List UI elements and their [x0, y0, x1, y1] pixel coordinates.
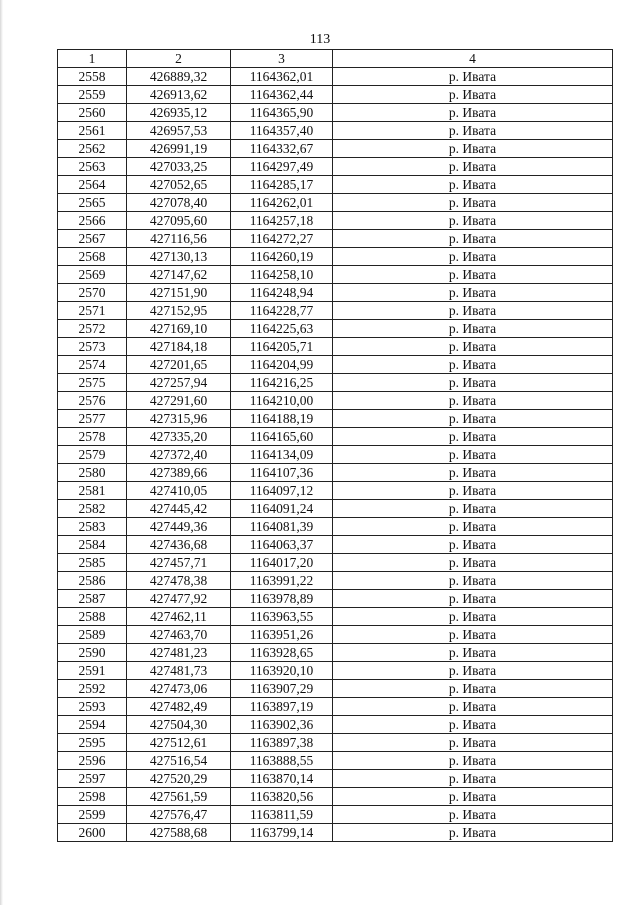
description-cell: р. Ивата: [333, 536, 613, 554]
y-coordinate-cell: 1164362,01: [231, 68, 333, 86]
point-number-cell: 2586: [58, 572, 127, 590]
table-row: [58, 212, 613, 230]
point-number-cell: 2580: [58, 464, 127, 482]
description-cell: р. Ивата: [333, 698, 613, 716]
point-number-cell: 2576: [58, 392, 127, 410]
x-coordinate-cell: 427481,73: [127, 662, 231, 680]
point-number-cell: 2571: [58, 302, 127, 320]
table-row: [58, 122, 613, 140]
point-number-cell: 2561: [58, 122, 127, 140]
point-number-cell: 2560: [58, 104, 127, 122]
table-row: [58, 248, 613, 266]
x-coordinate-cell: 427473,06: [127, 680, 231, 698]
y-coordinate-cell: 1164216,25: [231, 374, 333, 392]
description-cell: р. Ивата: [333, 212, 613, 230]
table-row: [58, 302, 613, 320]
y-coordinate-cell: 1164107,36: [231, 464, 333, 482]
point-number-cell: 2566: [58, 212, 127, 230]
description-cell: р. Ивата: [333, 122, 613, 140]
x-coordinate-cell: 427482,49: [127, 698, 231, 716]
x-coordinate-cell: 427457,71: [127, 554, 231, 572]
description-cell: р. Ивата: [333, 284, 613, 302]
page-number: 113: [309, 32, 331, 47]
y-coordinate-cell: 1164362,44: [231, 86, 333, 104]
table-row: [58, 608, 613, 626]
point-number-cell: 2558: [58, 68, 127, 86]
table-row: [58, 284, 613, 302]
table-header-row: [58, 50, 613, 68]
point-number-cell: 2595: [58, 734, 127, 752]
x-coordinate-cell: 426889,32: [127, 68, 231, 86]
description-cell: р. Ивата: [333, 770, 613, 788]
y-coordinate-cell: 1164262,01: [231, 194, 333, 212]
description-cell: р. Ивата: [333, 752, 613, 770]
table-row: [58, 788, 613, 806]
y-coordinate-cell: 1164081,39: [231, 518, 333, 536]
x-coordinate-cell: 426913,62: [127, 86, 231, 104]
table-row: [58, 626, 613, 644]
x-coordinate-cell: 427449,36: [127, 518, 231, 536]
point-number-cell: 2581: [58, 482, 127, 500]
y-coordinate-cell: 1163902,36: [231, 716, 333, 734]
point-number-cell: 2559: [58, 86, 127, 104]
x-coordinate-cell: 427315,96: [127, 410, 231, 428]
column-header: 3: [231, 50, 333, 68]
point-number-cell: 2582: [58, 500, 127, 518]
y-coordinate-cell: 1163897,38: [231, 734, 333, 752]
y-coordinate-cell: 1164205,71: [231, 338, 333, 356]
y-coordinate-cell: 1164260,19: [231, 248, 333, 266]
table-row: [58, 392, 613, 410]
description-cell: р. Ивата: [333, 590, 613, 608]
point-number-cell: 2583: [58, 518, 127, 536]
x-coordinate-cell: 427512,61: [127, 734, 231, 752]
y-coordinate-cell: 1164258,10: [231, 266, 333, 284]
description-cell: р. Ивата: [333, 626, 613, 644]
y-coordinate-cell: 1163978,89: [231, 590, 333, 608]
point-number-cell: 2574: [58, 356, 127, 374]
y-coordinate-cell: 1164257,18: [231, 212, 333, 230]
x-coordinate-cell: 427462,11: [127, 608, 231, 626]
y-coordinate-cell: 1164063,37: [231, 536, 333, 554]
description-cell: р. Ивата: [333, 788, 613, 806]
y-coordinate-cell: 1164285,17: [231, 176, 333, 194]
y-coordinate-cell: 1164165,60: [231, 428, 333, 446]
x-coordinate-cell: 427095,60: [127, 212, 231, 230]
table-row: [58, 446, 613, 464]
table-row: [58, 320, 613, 338]
y-coordinate-cell: 1163963,55: [231, 608, 333, 626]
y-coordinate-cell: 1163888,55: [231, 752, 333, 770]
description-cell: р. Ивата: [333, 680, 613, 698]
y-coordinate-cell: 1164204,99: [231, 356, 333, 374]
description-cell: р. Ивата: [333, 734, 613, 752]
x-coordinate-cell: 427335,20: [127, 428, 231, 446]
point-number-cell: 2564: [58, 176, 127, 194]
x-coordinate-cell: 427410,05: [127, 482, 231, 500]
table-row: [58, 140, 613, 158]
description-cell: р. Ивата: [333, 518, 613, 536]
point-number-cell: 2593: [58, 698, 127, 716]
description-cell: р. Ивата: [333, 806, 613, 824]
description-cell: р. Ивата: [333, 392, 613, 410]
y-coordinate-cell: 1163991,22: [231, 572, 333, 590]
y-coordinate-cell: 1164357,40: [231, 122, 333, 140]
point-number-cell: 2596: [58, 752, 127, 770]
x-coordinate-cell: 427078,40: [127, 194, 231, 212]
table-row: [58, 824, 613, 842]
y-coordinate-cell: 1164297,49: [231, 158, 333, 176]
description-cell: р. Ивата: [333, 608, 613, 626]
point-number-cell: 2597: [58, 770, 127, 788]
y-coordinate-cell: 1164091,24: [231, 500, 333, 518]
table-row: [58, 464, 613, 482]
x-coordinate-cell: 427372,40: [127, 446, 231, 464]
y-coordinate-cell: 1164210,00: [231, 392, 333, 410]
y-coordinate-cell: 1164097,12: [231, 482, 333, 500]
x-coordinate-cell: 427576,47: [127, 806, 231, 824]
point-number-cell: 2562: [58, 140, 127, 158]
description-cell: р. Ивата: [333, 662, 613, 680]
y-coordinate-cell: 1163799,14: [231, 824, 333, 842]
y-coordinate-cell: 1164365,90: [231, 104, 333, 122]
description-cell: р. Ивата: [333, 572, 613, 590]
table-row: [58, 482, 613, 500]
table-row: [58, 338, 613, 356]
description-cell: р. Ивата: [333, 248, 613, 266]
description-cell: р. Ивата: [333, 266, 613, 284]
description-cell: р. Ивата: [333, 374, 613, 392]
point-number-cell: 2591: [58, 662, 127, 680]
description-cell: р. Ивата: [333, 428, 613, 446]
x-coordinate-cell: 427561,59: [127, 788, 231, 806]
table-row: [58, 698, 613, 716]
y-coordinate-cell: 1163951,26: [231, 626, 333, 644]
x-coordinate-cell: 427478,38: [127, 572, 231, 590]
x-coordinate-cell: 427201,65: [127, 356, 231, 374]
description-cell: р. Ивата: [333, 68, 613, 86]
description-cell: р. Ивата: [333, 356, 613, 374]
x-coordinate-cell: 427169,10: [127, 320, 231, 338]
x-coordinate-cell: 427389,66: [127, 464, 231, 482]
column-header: 1: [58, 50, 127, 68]
table-row: [58, 68, 613, 86]
description-cell: р. Ивата: [333, 302, 613, 320]
point-number-cell: 2600: [58, 824, 127, 842]
table-row: [58, 680, 613, 698]
point-number-cell: 2565: [58, 194, 127, 212]
table-row: [58, 554, 613, 572]
x-coordinate-cell: 427520,29: [127, 770, 231, 788]
description-cell: р. Ивата: [333, 104, 613, 122]
point-number-cell: 2568: [58, 248, 127, 266]
x-coordinate-cell: 427116,56: [127, 230, 231, 248]
y-coordinate-cell: 1164228,77: [231, 302, 333, 320]
table-row: [58, 662, 613, 680]
description-cell: р. Ивата: [333, 176, 613, 194]
x-coordinate-cell: 427130,13: [127, 248, 231, 266]
description-cell: р. Ивата: [333, 86, 613, 104]
table-body: [58, 68, 613, 842]
x-coordinate-cell: 427477,92: [127, 590, 231, 608]
point-number-cell: 2584: [58, 536, 127, 554]
x-coordinate-cell: 427463,70: [127, 626, 231, 644]
table-row: [58, 644, 613, 662]
description-cell: р. Ивата: [333, 644, 613, 662]
table-row: [58, 356, 613, 374]
x-coordinate-cell: 427291,60: [127, 392, 231, 410]
description-cell: р. Ивата: [333, 554, 613, 572]
description-cell: р. Ивата: [333, 446, 613, 464]
point-number-cell: 2599: [58, 806, 127, 824]
point-number-cell: 2592: [58, 680, 127, 698]
y-coordinate-cell: 1163820,56: [231, 788, 333, 806]
x-coordinate-cell: 427588,68: [127, 824, 231, 842]
y-coordinate-cell: 1163920,10: [231, 662, 333, 680]
table-row: [58, 500, 613, 518]
coordinates-table: [57, 49, 613, 842]
x-coordinate-cell: 427033,25: [127, 158, 231, 176]
y-coordinate-cell: 1163870,14: [231, 770, 333, 788]
x-coordinate-cell: 427436,68: [127, 536, 231, 554]
point-number-cell: 2575: [58, 374, 127, 392]
y-coordinate-cell: 1163907,29: [231, 680, 333, 698]
table-row: [58, 428, 613, 446]
point-number-cell: 2590: [58, 644, 127, 662]
table-row: [58, 752, 613, 770]
point-number-cell: 2577: [58, 410, 127, 428]
table-row: [58, 716, 613, 734]
table-row: [58, 230, 613, 248]
table-row: [58, 104, 613, 122]
y-coordinate-cell: 1164134,09: [231, 446, 333, 464]
y-coordinate-cell: 1163928,65: [231, 644, 333, 662]
column-header: 2: [127, 50, 231, 68]
x-coordinate-cell: 427445,42: [127, 500, 231, 518]
description-cell: р. Ивата: [333, 158, 613, 176]
x-coordinate-cell: 427481,23: [127, 644, 231, 662]
table-row: [58, 176, 613, 194]
x-coordinate-cell: 427052,65: [127, 176, 231, 194]
y-coordinate-cell: 1164188,19: [231, 410, 333, 428]
x-coordinate-cell: 426935,12: [127, 104, 231, 122]
description-cell: р. Ивата: [333, 716, 613, 734]
description-cell: р. Ивата: [333, 500, 613, 518]
table-row: [58, 770, 613, 788]
description-cell: р. Ивата: [333, 410, 613, 428]
point-number-cell: 2569: [58, 266, 127, 284]
table-row: [58, 194, 613, 212]
point-number-cell: 2587: [58, 590, 127, 608]
table-row: [58, 410, 613, 428]
y-coordinate-cell: 1164017,20: [231, 554, 333, 572]
point-number-cell: 2578: [58, 428, 127, 446]
x-coordinate-cell: 427147,62: [127, 266, 231, 284]
description-cell: р. Ивата: [333, 338, 613, 356]
table-row: [58, 266, 613, 284]
x-coordinate-cell: 427151,90: [127, 284, 231, 302]
x-coordinate-cell: 427152,95: [127, 302, 231, 320]
description-cell: р. Ивата: [333, 320, 613, 338]
y-coordinate-cell: 1163811,59: [231, 806, 333, 824]
point-number-cell: 2589: [58, 626, 127, 644]
description-cell: р. Ивата: [333, 824, 613, 842]
x-coordinate-cell: 426957,53: [127, 122, 231, 140]
x-coordinate-cell: 427184,18: [127, 338, 231, 356]
description-cell: р. Ивата: [333, 230, 613, 248]
table-row: [58, 374, 613, 392]
table-row: [58, 536, 613, 554]
x-coordinate-cell: 427516,54: [127, 752, 231, 770]
x-coordinate-cell: 427504,30: [127, 716, 231, 734]
table-row: [58, 158, 613, 176]
y-coordinate-cell: 1164225,63: [231, 320, 333, 338]
table-row: [58, 518, 613, 536]
point-number-cell: 2570: [58, 284, 127, 302]
table-row: [58, 572, 613, 590]
column-header: 4: [333, 50, 613, 68]
y-coordinate-cell: 1163897,19: [231, 698, 333, 716]
y-coordinate-cell: 1164332,67: [231, 140, 333, 158]
table-row: [58, 86, 613, 104]
point-number-cell: 2585: [58, 554, 127, 572]
x-coordinate-cell: 426991,19: [127, 140, 231, 158]
description-cell: р. Ивата: [333, 194, 613, 212]
description-cell: р. Ивата: [333, 140, 613, 158]
y-coordinate-cell: 1164272,27: [231, 230, 333, 248]
table-row: [58, 734, 613, 752]
point-number-cell: 2594: [58, 716, 127, 734]
point-number-cell: 2573: [58, 338, 127, 356]
table-row: [58, 590, 613, 608]
y-coordinate-cell: 1164248,94: [231, 284, 333, 302]
point-number-cell: 2567: [58, 230, 127, 248]
scan-edge-shadow: [0, 0, 3, 905]
description-cell: р. Ивата: [333, 482, 613, 500]
description-cell: р. Ивата: [333, 464, 613, 482]
point-number-cell: 2588: [58, 608, 127, 626]
point-number-cell: 2579: [58, 446, 127, 464]
point-number-cell: 2598: [58, 788, 127, 806]
table-row: [58, 806, 613, 824]
point-number-cell: 2563: [58, 158, 127, 176]
x-coordinate-cell: 427257,94: [127, 374, 231, 392]
point-number-cell: 2572: [58, 320, 127, 338]
